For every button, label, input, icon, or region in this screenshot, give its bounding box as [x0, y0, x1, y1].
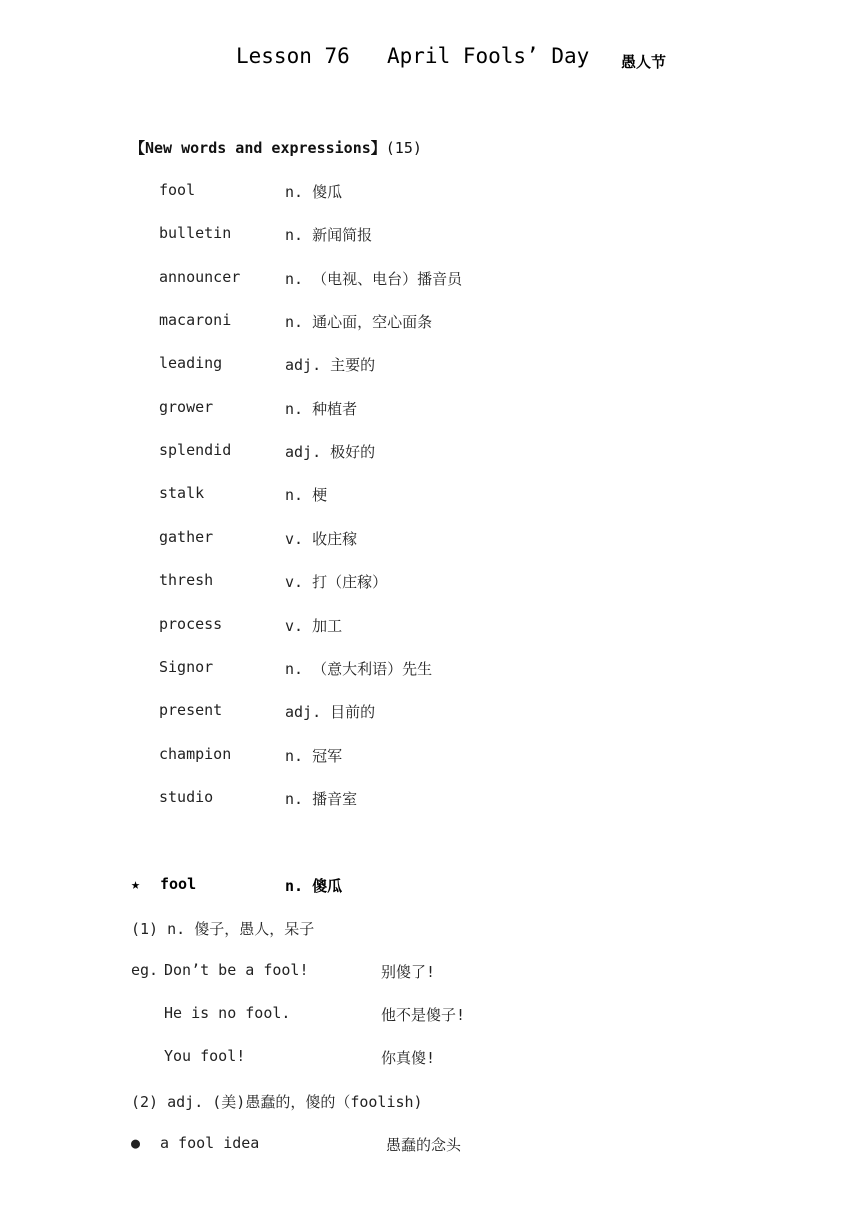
- example-cn: 他不是傻子!: [381, 1006, 466, 1024]
- example-cn: 别傻了!: [381, 963, 436, 981]
- vocab-word: stalk: [159, 484, 205, 502]
- vocab-meaning: v. 打（庄稼）: [285, 573, 388, 591]
- vocab-word: studio: [159, 788, 214, 806]
- vocab-meaning: n. 播音室: [285, 790, 358, 808]
- vocab-word: gather: [159, 528, 214, 546]
- vocab-row: [0, 745, 860, 767]
- vocab-meaning: n. 种植者: [285, 400, 358, 418]
- vocab-row: [0, 354, 860, 376]
- vocab-meaning: n. 通心面，空心面条: [285, 313, 433, 331]
- vocab-row: [0, 615, 860, 637]
- vocab-meaning: n. 新闻简报: [285, 226, 373, 244]
- vocab-row: [0, 701, 860, 723]
- vocab-row: [0, 311, 860, 333]
- vocab-meaning: v. 收庄稼: [285, 530, 358, 548]
- vocab-row: [0, 484, 860, 506]
- vocab-meaning: n. （意大利语）先生: [285, 660, 433, 678]
- vocab-meaning: n. 冠军: [285, 747, 343, 765]
- vocab-meaning: n. 傻瓜: [285, 183, 343, 201]
- vocab-word: grower: [159, 398, 214, 416]
- vocab-meaning: adj. 极好的: [285, 443, 376, 461]
- lesson-title: [0, 44, 860, 76]
- phrase-en: a fool idea: [160, 1134, 260, 1152]
- example-en: You fool!: [164, 1047, 246, 1065]
- vocab-row: [0, 181, 860, 203]
- focus-meaning: n. 傻瓜: [285, 877, 343, 895]
- vocab-meaning: adj. 主要的: [285, 356, 376, 374]
- vocab-word: splendid: [159, 441, 232, 459]
- vocab-word: present: [159, 701, 223, 719]
- vocab-row: [0, 441, 860, 463]
- vocab-row: [0, 224, 860, 246]
- vocab-meaning: adj. 目前的: [285, 703, 376, 721]
- vocab-word: champion: [159, 745, 232, 763]
- vocab-row: [0, 528, 860, 550]
- bullet-icon: ●: [131, 1134, 141, 1152]
- new-words-heading-label: 【New words and expressions】: [130, 139, 386, 157]
- vocab-word: announcer: [159, 268, 241, 286]
- example-en: Don’t be a fool!: [164, 961, 309, 979]
- lesson-number: Lesson 76: [236, 44, 350, 68]
- new-words-heading: [130, 137, 422, 158]
- example-en: He is no fool.: [164, 1004, 291, 1022]
- lesson-name-chinese: 愚人节: [621, 53, 667, 71]
- vocab-meaning: n. （电视、电台）播音员: [285, 270, 463, 288]
- sense-1: (1) n. 傻子，愚人，呆子: [131, 920, 315, 938]
- vocab-row: [0, 571, 860, 593]
- vocab-word: leading: [159, 354, 223, 372]
- example-prefix: eg.: [131, 961, 159, 979]
- vocab-meaning: n. 梗: [285, 486, 328, 504]
- new-words-count: (15): [385, 139, 422, 157]
- vocab-word: bulletin: [159, 224, 232, 242]
- vocab-word: Signor: [159, 658, 214, 676]
- lesson-name: April Fools’ Day: [387, 44, 590, 68]
- focus-star-icon: ★: [131, 875, 141, 893]
- example-cn: 你真傻!: [381, 1049, 436, 1067]
- focus-word: fool: [160, 875, 197, 893]
- vocab-word: macaroni: [159, 311, 232, 329]
- vocab-word: fool: [159, 181, 196, 199]
- vocab-row: [0, 268, 860, 290]
- sense-2: (2) adj. (美)愚蠢的，傻的（foolish): [131, 1093, 423, 1111]
- vocab-row: [0, 788, 860, 810]
- vocab-row: [0, 398, 860, 420]
- vocab-row: [0, 658, 860, 680]
- vocab-word: process: [159, 615, 223, 633]
- phrase-cn: 愚蠢的念头: [386, 1136, 462, 1154]
- vocab-word: thresh: [159, 571, 214, 589]
- vocab-meaning: v. 加工: [285, 617, 343, 635]
